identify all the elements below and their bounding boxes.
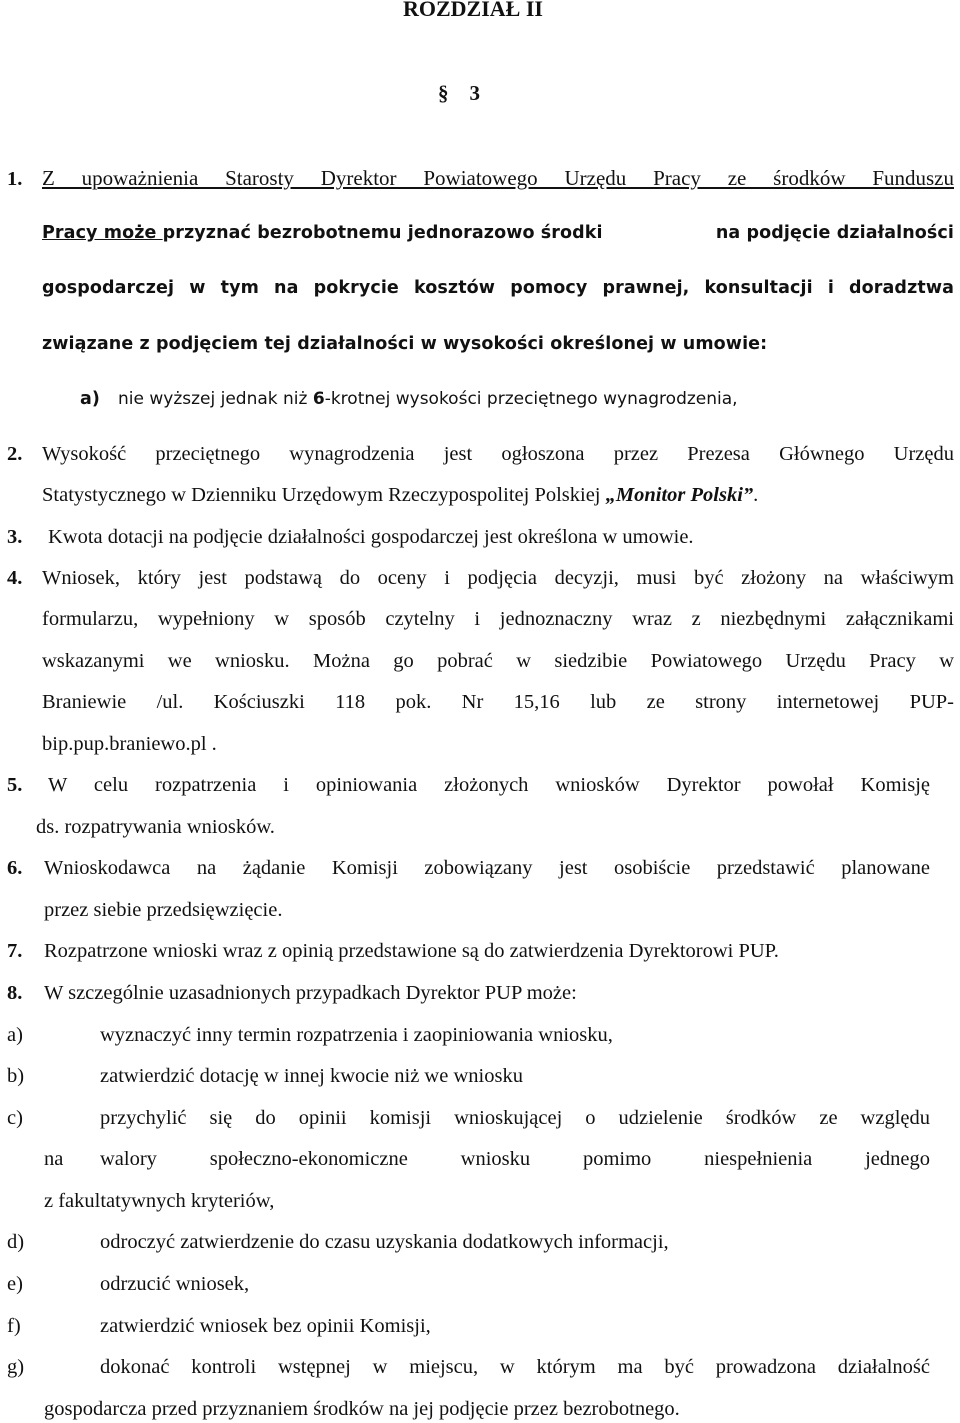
item-2-line-1: Wysokość przeciętnego wynagrodzenia jest ogłoszona przez Prezesa Głównego Urzędu xyxy=(42,443,954,465)
item-8-e-text: odrzucić wniosek, xyxy=(100,1273,250,1295)
item-8-c-na: na xyxy=(44,1148,64,1170)
sub-a-post: -krotnej wysokości przeciętnego wynagrodzenia, xyxy=(324,389,738,409)
item-1-line-2-underlined: Pracy może xyxy=(42,223,163,243)
item-7-text: Rozpatrzone wnioski wraz z opinią przedstawione są do zatwierdzenia Dyrektorowi PUP. xyxy=(44,940,779,962)
item-8-d-label: d) xyxy=(7,1231,25,1253)
item-8-number: 8. xyxy=(7,982,23,1004)
item-8-b-text: zatwierdzić dotację w innej kwocie niż we wniosku xyxy=(100,1065,523,1087)
item-5-number: 5. xyxy=(7,774,23,796)
item-4-number: 4. xyxy=(7,567,23,589)
item-8-a-label: a) xyxy=(7,1024,23,1046)
item-1-line-2-right: na podjęcie działalności xyxy=(715,223,954,243)
item-4-line-2: formularzu, wypełniony w sposób czytelny i jednoznaczny wraz z niezbędnymi załącznikami xyxy=(42,608,954,630)
item-4-line-3: wskazanymi we wniosku. Można go pobrać w siedzibie Powiatowego Urzędu Pracy w xyxy=(42,650,954,672)
paragraph-mark: § xyxy=(438,81,449,105)
item-1-line-4: związane z podjęciem tej działalności w wysokości określonej w umowie: xyxy=(42,334,768,354)
item-8-f-label: f) xyxy=(7,1315,21,1337)
item-6-line-1: Wnioskodawca na żądanie Komisji zobowiązany jest osobiście przedstawić planowane xyxy=(44,857,930,879)
item-1-line-2-rest: przyznać bezrobotnemu jednorazowo środki xyxy=(162,223,603,243)
item-3-number: 3. xyxy=(7,526,23,548)
item-1-line-1: Z upoważnienia Starosty Dyrektor Powiatowego Urzędu Pracy ze środków Funduszu xyxy=(42,166,954,190)
item-1-sub-a-text xyxy=(118,386,738,412)
item-5-line-2: ds. rozpatrywania wniosków. xyxy=(36,816,275,838)
item-8-c-line-2: walory społeczno-ekonomiczne wniosku pomimo niespełnienia jednego xyxy=(100,1148,930,1170)
item-6-line-2: przez siebie przedsięwzięcie. xyxy=(44,899,283,921)
item-8-c-line-3: z fakultatywnych kryteriów, xyxy=(44,1190,275,1212)
sub-a-six: 6 xyxy=(312,389,325,409)
monitor-polski: „Monitor Polski” xyxy=(605,484,754,506)
item-8-f-text: zatwierdzić wniosek bez opinii Komisji, xyxy=(100,1315,431,1337)
item-2-number: 2. xyxy=(7,443,23,465)
item-7-number: 7. xyxy=(7,940,23,962)
item-6-number: 6. xyxy=(7,857,23,879)
item-8-c-line-1: przychylić się do opinii komisji wnioskującej o udzielenie środków ze względu xyxy=(100,1107,930,1129)
item-8-g-label: g) xyxy=(7,1356,25,1378)
item-2-line-2-pre: Statystycznego w Dzienniku Urzędowym Rzeczypospolitej Polskiej xyxy=(42,484,606,506)
item-8-e-label: e) xyxy=(7,1273,23,1295)
item-3-text: Kwota dotacji na podjęcie działalności gospodarczej jest określona w umowie. xyxy=(48,526,694,548)
item-8-b-label: b) xyxy=(7,1065,25,1087)
paragraph-number: 3 xyxy=(469,81,480,105)
item-8-text: W szczególnie uzasadnionych przypadkach Dyrektor PUP może: xyxy=(44,982,577,1004)
item-8-c-label: c) xyxy=(7,1107,23,1129)
item-5-line-1: W celu rozpatrzenia i opiniowania złożonych wniosków Dyrektor powołał Komisję xyxy=(48,774,930,796)
item-1-line-2 xyxy=(42,220,954,246)
item-2-line-2-post: . xyxy=(753,484,759,506)
item-4-line-1: Wniosek, który jest podstawą do oceny i podjęcia decyzji, musi być złożony na właściwym xyxy=(42,567,954,589)
item-2-line-2 xyxy=(42,482,758,508)
chapter-heading: ROZDZIAŁ II xyxy=(403,0,543,21)
item-4-line-4: Braniewie /ul. Kościuszki 118 pok. Nr 15,16 lub ze strony internetowej PUP- xyxy=(42,691,954,713)
item-1-sub-a-label: a) xyxy=(80,389,101,409)
item-8-g-line-2: gospodarcza przed przyznaniem środków na jej podjęcie przez bezrobotnego. xyxy=(44,1398,680,1420)
item-8-a-text: wyznaczyć inny termin rozpatrzenia i zaopiniowania wniosku, xyxy=(100,1024,613,1046)
item-4-line-5: bip.pup.braniewo.pl . xyxy=(42,733,217,755)
item-1-line-3: gospodarczej w tym na pokrycie kosztów pomocy prawnej, konsultacji i doradztwa xyxy=(42,278,954,298)
paragraph-heading xyxy=(438,80,480,106)
item-8-g-line-1: dokonać kontroli wstępnej w miejscu, w którym ma być prowadzona działalność xyxy=(100,1356,930,1378)
item-8-d-text: odroczyć zatwierdzenie do czasu uzyskania dodatkowych informacji, xyxy=(100,1231,669,1253)
item-1-number: 1. xyxy=(7,168,23,190)
sub-a-pre: nie wyższej jednak niż xyxy=(118,389,313,409)
